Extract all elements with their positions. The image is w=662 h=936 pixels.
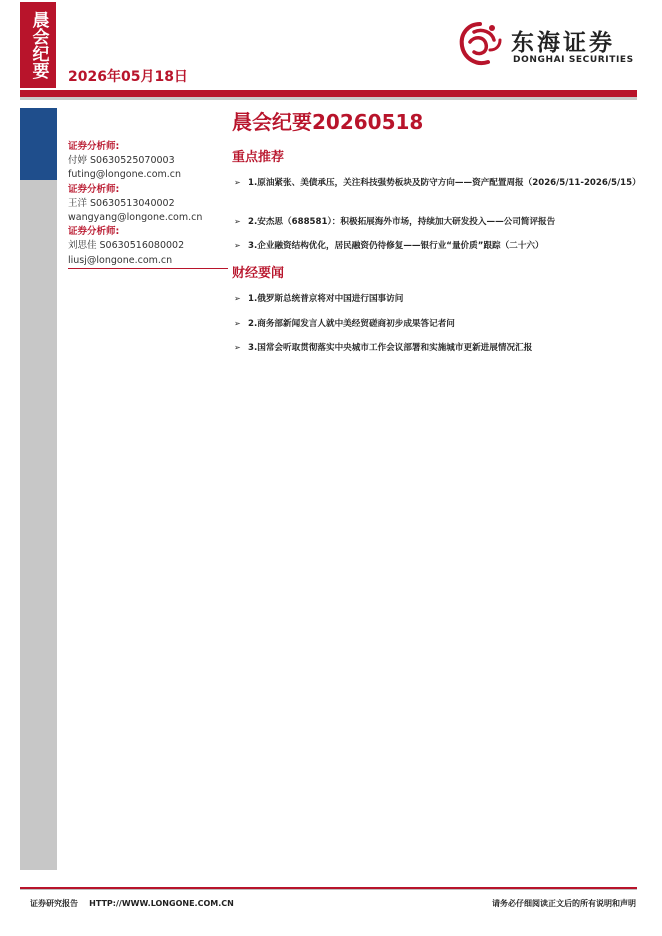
- analyst-name-code: 刘思佳 S0630516080002: [68, 240, 185, 252]
- list-item[interactable]: ➢ 2.安杰思（688581）：积极拓展海外市场，持续加大研发投入——公司简评报告: [234, 217, 556, 227]
- footer-disclaimer: 请务必仔细阅读正文后的所有说明和声明: [492, 899, 636, 908]
- list-item[interactable]: ➢ 1.原油紧张、美债承压，关注科技强势板块及防守方向——资产配置周报（2026/5/11-2026/5/15）: [234, 178, 641, 188]
- arrow-right-icon: ➢: [234, 343, 241, 352]
- arrow-right-icon: ➢: [234, 319, 241, 328]
- list-item[interactable]: ➢ 3.国常会听取贯彻落实中央城市工作会议部署和实施城市更新进展情况汇报: [234, 343, 533, 353]
- analyst-name-code: 王洋 S0630513040002: [68, 197, 175, 209]
- arrow-right-icon: ➢: [234, 178, 241, 187]
- analyst-title: 证券分析师:: [68, 183, 120, 195]
- section-title-key-picks: 重点推荐: [232, 150, 285, 165]
- list-item[interactable]: ➢ 1.俄罗斯总统普京将对中国进行国事访问: [234, 294, 404, 304]
- donghai-logo-icon: [454, 20, 506, 70]
- footer-divider-shadow: [20, 889, 637, 890]
- arrow-right-icon: ➢: [234, 241, 241, 250]
- arrow-right-icon: ➢: [234, 294, 241, 303]
- analyst-title: 证券分析师:: [68, 226, 120, 238]
- analyst-email[interactable]: wangyang@longone.com.cn: [68, 212, 203, 224]
- footer-left-text: 证券研究报告 HTTP://WWW.LONGONE.COM.CN: [30, 899, 234, 908]
- list-item[interactable]: ➢ 3.企业融资结构优化，居民融资仍待修复——银行业“量价质”跟踪（二十六）: [234, 241, 544, 251]
- left-sidebar-column: [20, 180, 57, 870]
- logo-name-cn: 东海证券: [511, 30, 615, 56]
- list-item[interactable]: ➢ 2.商务部新闻发言人就中美经贸磋商初步成果答记者问: [234, 319, 455, 329]
- analyst-email[interactable]: futing@longone.com.cn: [68, 169, 182, 181]
- logo-name-en: DONGHAI SECURITIES: [513, 55, 634, 65]
- analyst-list: [68, 140, 228, 268]
- side-tag: 晨会纪要: [20, 2, 56, 88]
- page-title: 晨会纪要20260518: [232, 110, 424, 134]
- analyst-email[interactable]: liusj@longone.com.cn: [68, 254, 173, 266]
- header-divider-shadow: [20, 97, 637, 100]
- arrow-right-icon: ➢: [234, 217, 241, 226]
- header-divider: [20, 90, 637, 97]
- section-title-finance-news: 财经要闻: [232, 266, 285, 281]
- analyst-divider: [68, 268, 228, 269]
- report-date: 2026年05月18日: [68, 69, 188, 85]
- left-accent-block: [20, 108, 57, 180]
- analyst-name-code: 付婷 S0630525070003: [68, 155, 175, 167]
- analyst-title: 证券分析师:: [68, 141, 120, 152]
